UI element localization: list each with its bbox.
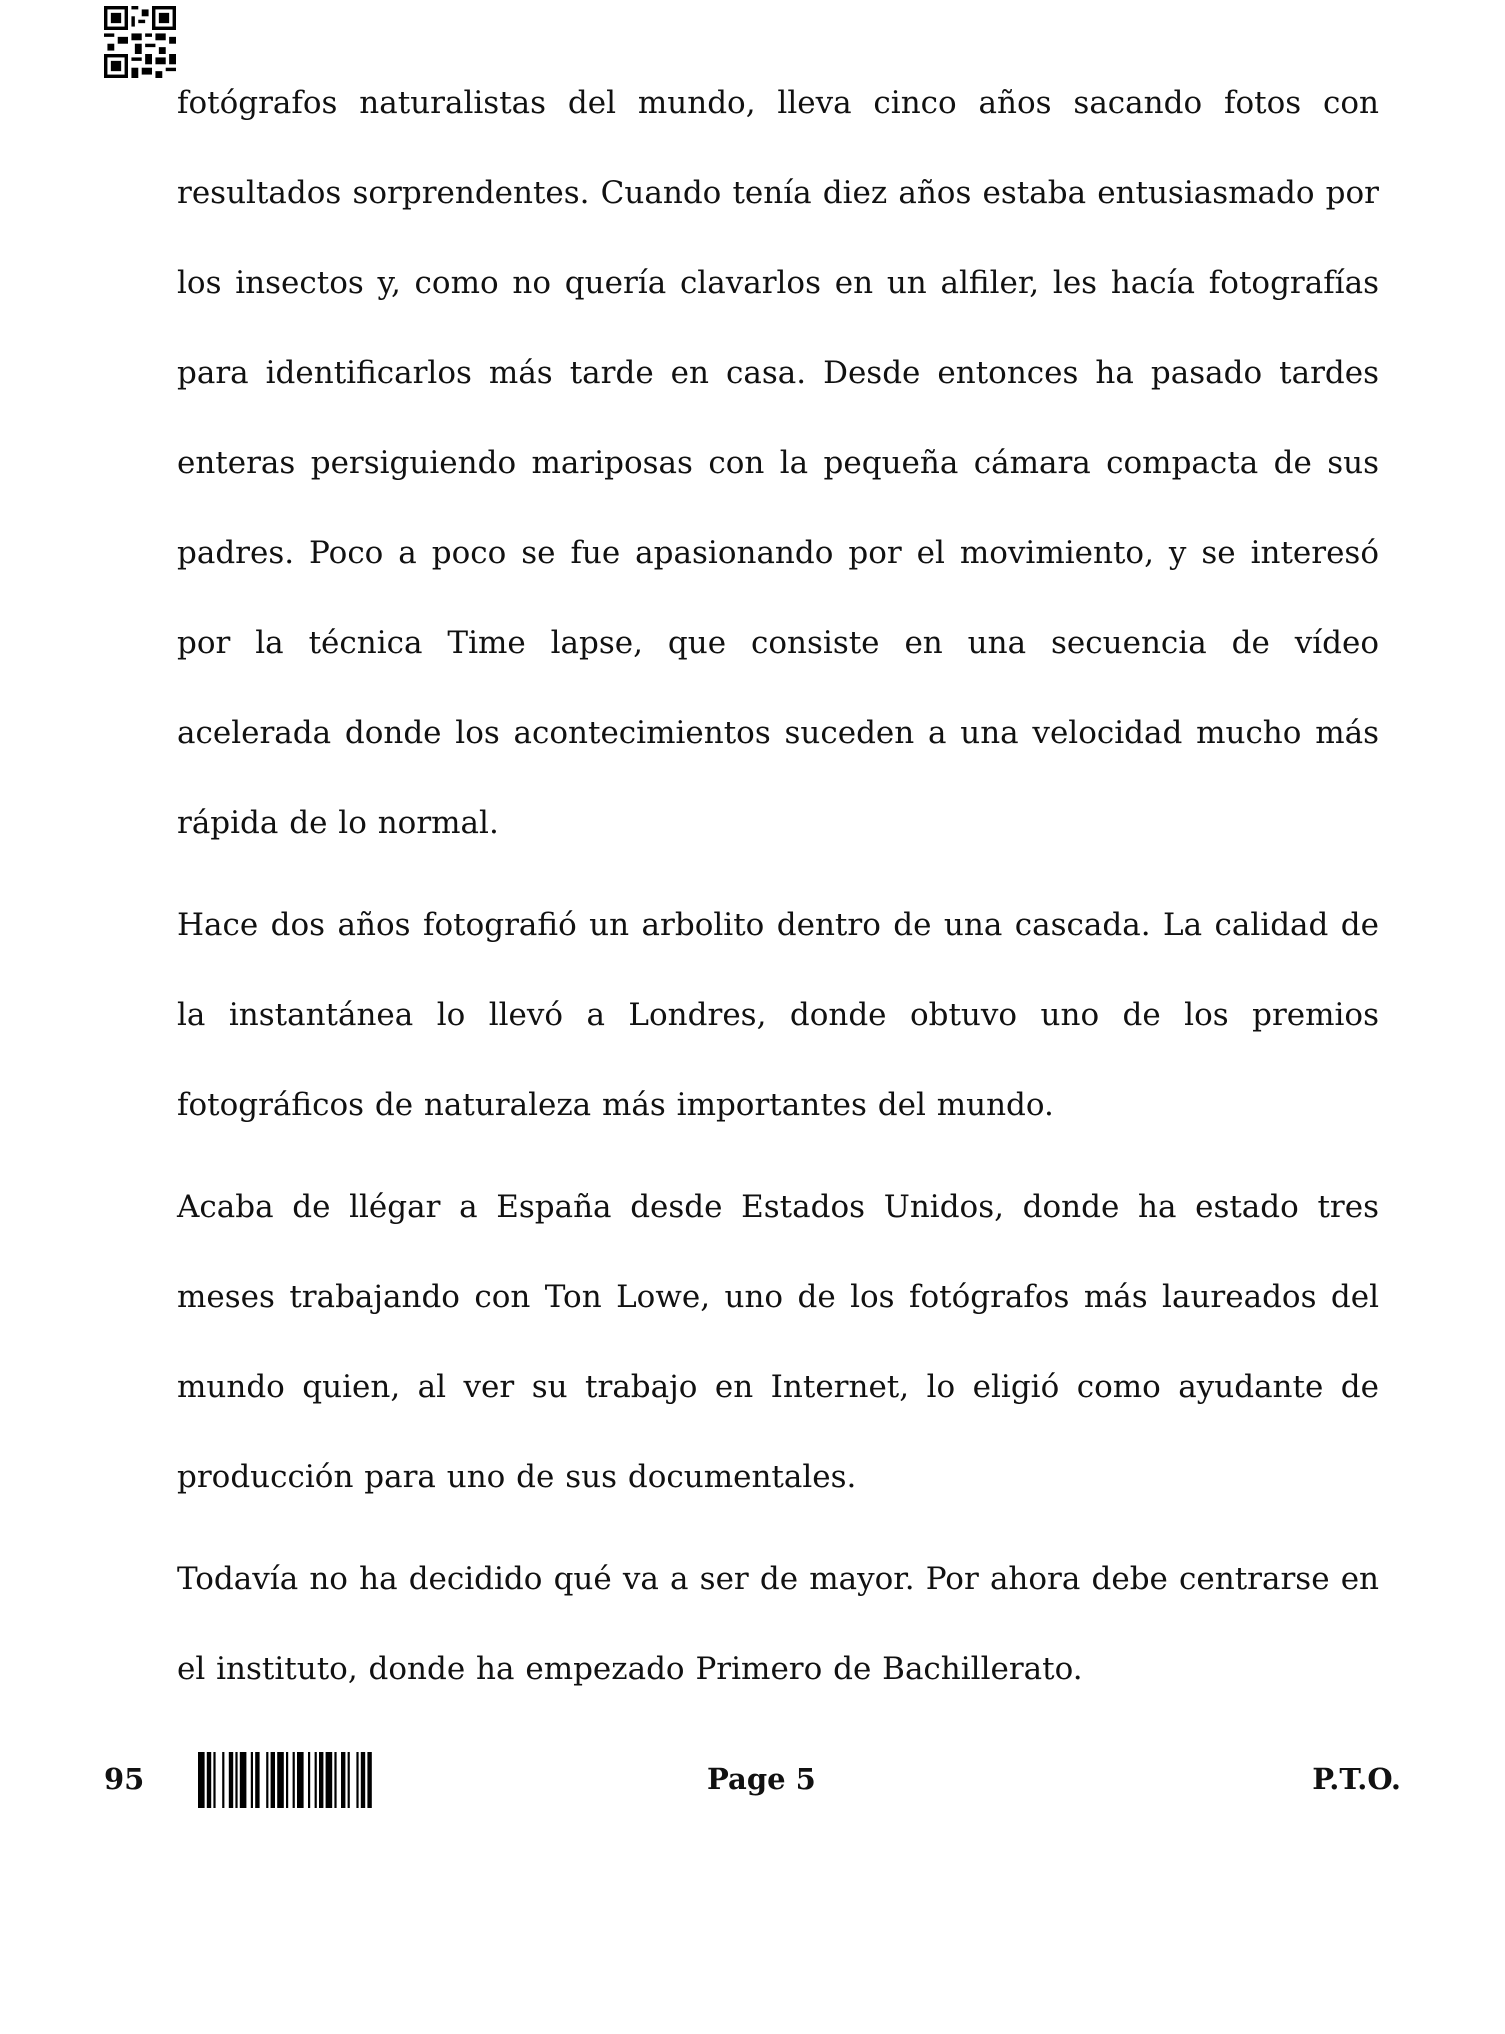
page-footer (0, 1752, 1505, 1812)
page-number: Page 5 (707, 1762, 816, 1796)
pto-label: P.T.O. (1312, 1762, 1401, 1796)
barcode-icon (198, 1752, 452, 1808)
body-text (177, 58, 1379, 1726)
paragraph-1: fotógrafos naturalistas del mundo, lleva cinco años sacando fotos con resultados sorprendentes. Cuando tenía diez años estaba entusiasmado por los insectos y, como no quería clavarlos en un alfiler, les hacía fotografías para identificarlos más tarde en casa. Desde entonces ha pasado tardes enteras persiguiendo mariposas con la pequeña cámara compacta de sus padres. Poco a poco se fue apasionando por el movimiento, y se interesó por la técnica Time lapse, que consiste en una secuencia de vídeo acelerada donde los acontecimientos suceden a una velocidad mucho más rápida de lo normal. (177, 85, 1379, 841)
qr-code-icon (104, 6, 176, 78)
paragraph-2: Hace dos años fotografió un arbolito dentro de una cascada. La calidad de la instantánea lo llevó a Londres, donde obtuvo uno de los premios fotográficos de naturaleza más importantes del mundo. (177, 907, 1379, 1123)
paragraph-3: Acaba de llégar a España desde Estados Unidos, donde ha estado tres meses trabajando con Ton Lowe, uno de los fotógrafos más laureados del mundo quien, al ver su trabajo en Internet, lo eligió como ayudante de producción para uno de sus documentales. (177, 1189, 1379, 1495)
paragraph-4: Todavía no ha decidido qué va a ser de mayor. Por ahora debe centrarse en el instituto, donde ha empezado Primero de Bachillerato. (177, 1561, 1379, 1687)
paper-code: 95 (104, 1762, 145, 1796)
